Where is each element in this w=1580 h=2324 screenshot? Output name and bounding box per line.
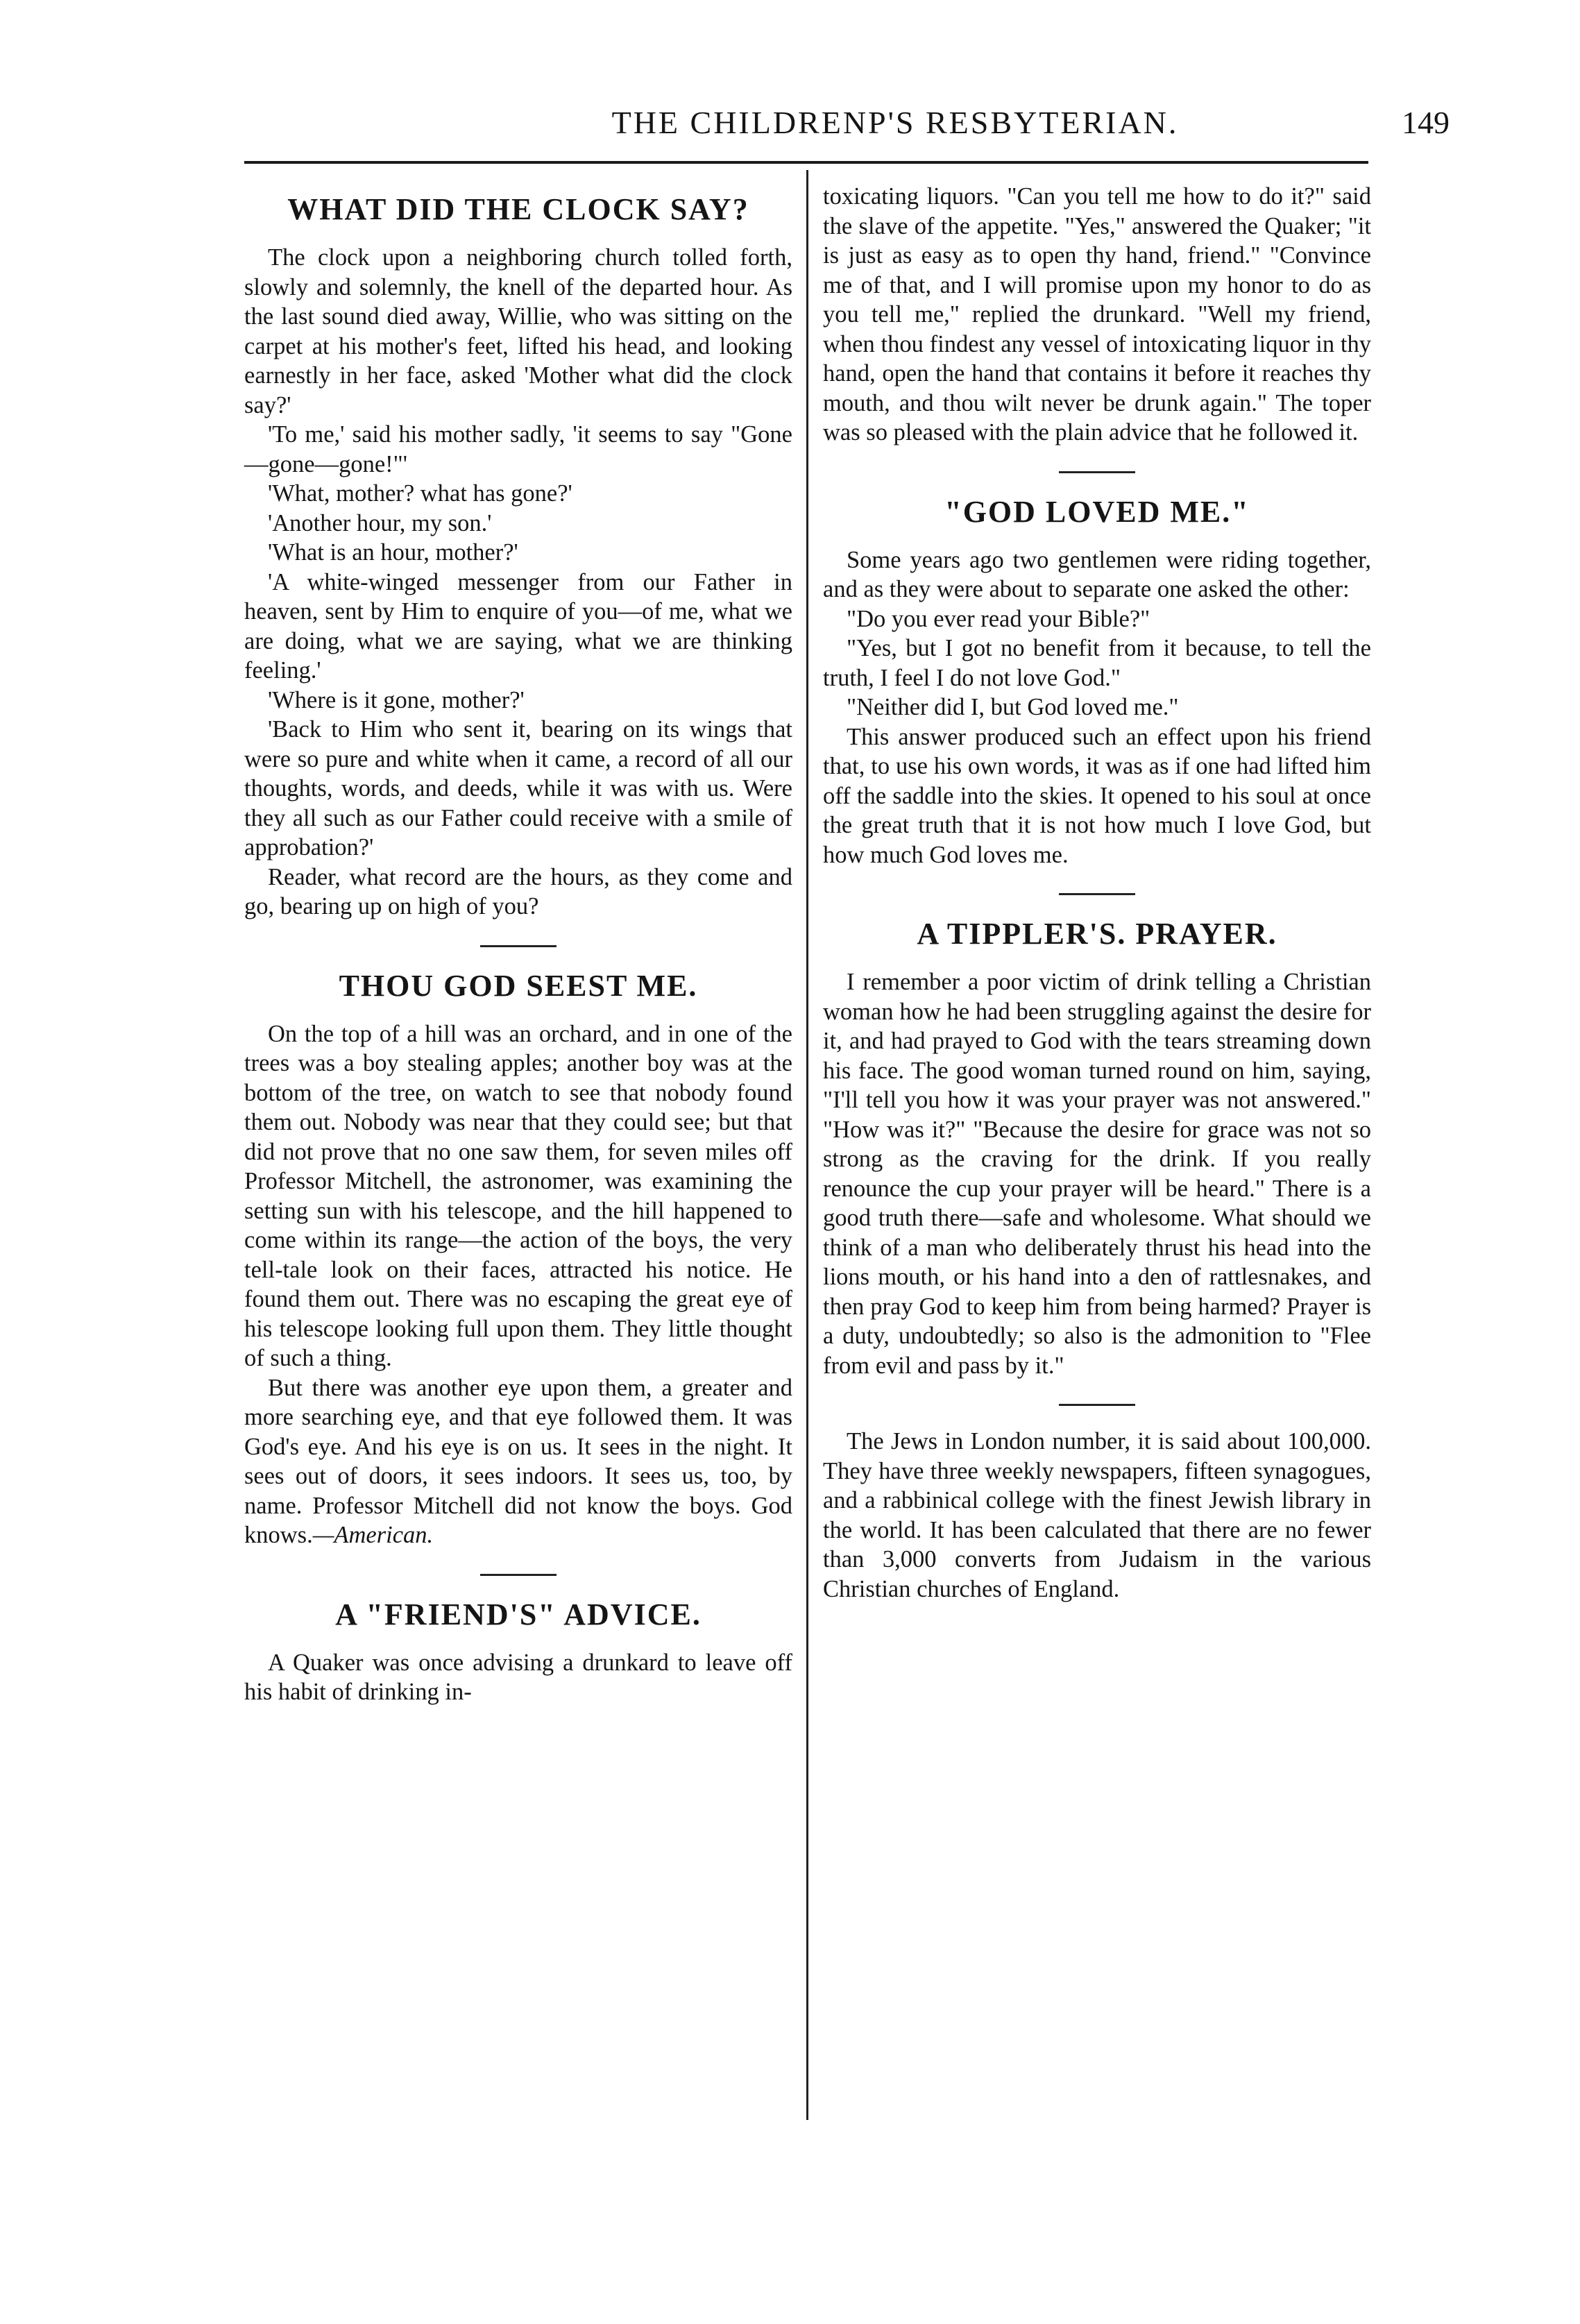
clock-paragraph: The clock upon a neighboring church tolled forth, slowly and solemnly, the knell of the departed hour. As the last sound died away, Willie, who was sitting on the carpet at his mother's feet, lifted his head, and looking earnestly in her face, asked 'Mother what did the clock say?' [244, 244, 792, 418]
clock-paragraph: 'A white-winged messenger from our Father in heaven, sent by Him to enquire of you—of me, what we are doing, what we are saying, what we are thinking feeling.' [244, 568, 792, 684]
header-rule [244, 161, 1368, 164]
section-separator [480, 1574, 557, 1576]
seest-paragraph: On the top of a hill was an orchard, and in one of the trees was a boy stealing apples; another boy was at the bottom of the tree, on watch to see that nobody found them out. Nobody was near that they could see; but that did not prove that no one saw them, for seven miles off Professor Mitchell, the astronomer, was examining the setting sun with his telescope, and the hill happened to come within its range—the action of the boys, the very tell-tale look on their faces, attracted his notice. He found them out. There was no escaping the great eye of his telescope looking full upon them. They little thought of such a thing. [244, 1020, 792, 1371]
clock-paragraph: Reader, what record are the hours, as they come and go, bearing up on high of you? [244, 863, 792, 919]
article-title-seest: THOU GOD SEEST ME. [339, 968, 698, 1003]
jews-paragraph: The Jews in London number, it is said about 100,000. They have three weekly newspapers, fifteen synagogues, and a rabbinical college with the finest Jewish library in the world. It has been calculated that there are no fewer than 3,000 converts from Judaism in the various Christian churches of England. [823, 1428, 1371, 1602]
clock-paragraph: 'To me,' said his mother sadly, 'it seems to say "Gone—gone—gone!"' [244, 421, 792, 477]
page-number: 149 [1402, 105, 1450, 140]
loved-paragraph: "Yes, but I got no benefit from it because, to tell the truth, I feel I do not love God." [823, 635, 1371, 691]
section-separator [1059, 1404, 1135, 1406]
loved-paragraph: Some years ago two gentlemen were riding together, and as they were about to separate one asked the other: [823, 546, 1371, 602]
clock-paragraph: 'What, mother? what has gone?' [268, 480, 572, 507]
loved-paragraph: "Do you ever read your Bible?" [847, 605, 1150, 632]
article-title-advice: A "FRIEND'S" ADVICE. [335, 1597, 702, 1631]
clock-paragraph: 'Where is it gone, mother?' [268, 686, 525, 713]
seest-byline: —American. [312, 1522, 434, 1548]
clock-paragraph: 'Back to Him who sent it, bearing on its wings that were so pure and white when it came, a record of all our thoughts, words, and deeds, while it was with us. Were they all such as our Father could receive with a smile of approbation?' [244, 716, 792, 860]
article-title-loved: "GOD LOVED ME." [944, 494, 1250, 529]
section-separator [1059, 471, 1135, 473]
advice-paragraph: A Quaker was once advising a drunkard to leave off his habit of drinking in- [244, 1649, 792, 1705]
running-title: THE CHILDRENP'S RESBYTERIAN. [611, 105, 1179, 140]
column-divider [806, 170, 808, 2120]
loved-paragraph: This answer produced such an effect upon his friend that, to use his own words, it was as if one had lifted him off the saddle into the skies. It opened to his soul at once the great truth that it is not how much I love God, but how much God loves me. [823, 723, 1371, 868]
clock-paragraph: 'What is an hour, mother?' [268, 539, 518, 566]
advice-continuation: toxicating liquors. "Can you tell me how to do it?" said the slave of the appetite. "Yes," answered the Quaker; "it is just as easy as to open thy hand, friend." "Convince me of that, and I will promise upon my honor to do as you tell me," replied the drunkard. "Well my friend, when thou findest any vessel of intoxicating liquor in thy hand, open the hand that contains it before it reaches thy mouth, and thou wilt never be drunk again." The toper was so pleased with the plain advice that he followed it. [823, 183, 1371, 446]
section-separator [1059, 893, 1135, 895]
section-separator [480, 945, 557, 947]
article-title-clock: WHAT DID THE CLOCK SAY? [287, 192, 749, 226]
left-column [244, 182, 792, 1707]
tippler-paragraph: I remember a poor victim of drink telling a Christian woman how he had been struggling against the desire for it, and had prayed to God with the tears streaming down his face. The good woman turned round on him, saying, "I'll tell you how it was your prayer was not answered." "How was it?" "Because the desire for grace was not so strong as the craving for the drink. If you really renounce the cup your prayer will be heard." There is a good truth there—safe and wholesome. What should we think of a man who deliberately thrust his head into the lions mouth, or his hand into a den of rattlesnakes, and then pray God to keep him from being harmed? Prayer is a duty, undoubtedly; so also is the admonition to "Flee from evil and pass by it." [823, 969, 1371, 1379]
right-column [823, 182, 1371, 1604]
loved-paragraph: "Neither did I, but God loved me." [847, 694, 1179, 720]
article-title-tippler: A TIPPLER'S. PRAYER. [917, 917, 1277, 951]
seest-paragraph-text: But there was another eye upon them, a greater and more searching eye, and that eye followed them. It was God's eye. And his eye is on us. It sees in the night. It sees out of doors, it sees indoors. It sees us, too, by name. Professor Mitchell did not know the boys. God knows. [244, 1374, 792, 1548]
seest-paragraph [244, 1373, 792, 1550]
clock-paragraph: 'Another hour, my son.' [268, 509, 492, 536]
